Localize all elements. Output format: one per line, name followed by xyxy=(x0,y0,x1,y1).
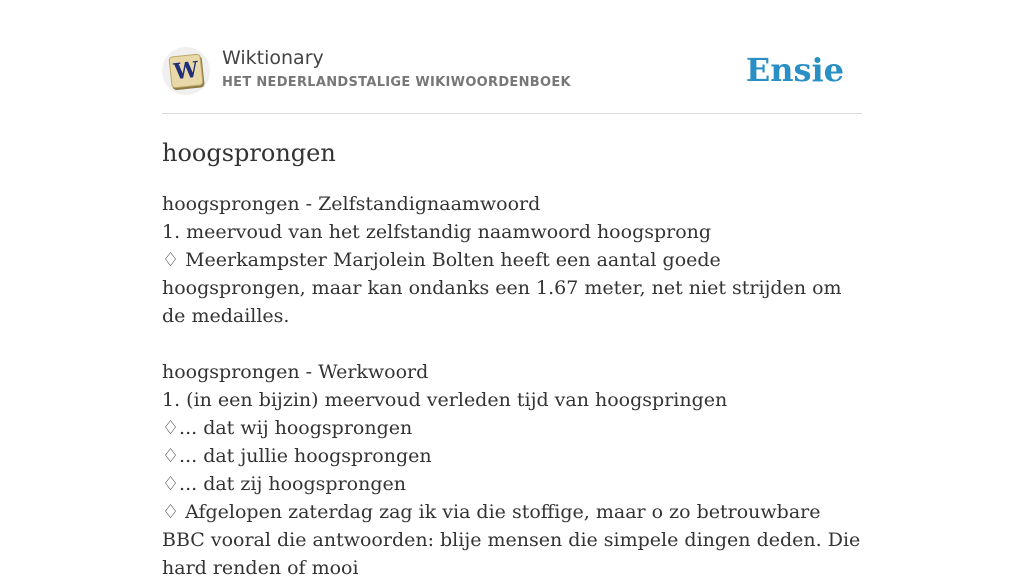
page-container xyxy=(162,0,862,579)
entry-heading: hoogsprongen - Zelfstandignaamwoord xyxy=(162,193,541,215)
entry-example: ♢... dat zij hoogsprongen xyxy=(162,473,406,495)
site-name[interactable]: Wiktionary xyxy=(222,47,324,69)
entry-spacer xyxy=(162,330,862,358)
entry-example: ♢... dat jullie hoogsprongen xyxy=(162,445,432,467)
entry-example: ♢ Meerkampster Marjolein Bolten heeft een aantal goede hoogsprongen, maar kan ondanks een 1.67 meter, net niet strijden om de medailles. xyxy=(162,249,842,327)
ensie-brand-logo[interactable]: Ensie xyxy=(745,51,844,89)
entry-heading: hoogsprongen - Werkwoord xyxy=(162,361,429,383)
entry-definition: 1. meervoud van het zelfstandig naamwoord hoogsprong xyxy=(162,221,712,243)
site-subtitle: HET NEDERLANDSTALIGE WIKIWOORDENBOEK xyxy=(222,75,571,90)
wiktionary-logo[interactable] xyxy=(162,47,210,95)
site-header xyxy=(162,0,862,114)
page-title: hoogsprongen xyxy=(162,139,336,167)
definition-content xyxy=(162,190,862,582)
entry-example: ♢ Afgelopen zaterdag zag ik via die stoffige, maar o zo betrouwbare BBC vooral die antwoorden: blije mensen die simpele dingen deden. Die hard renden of mooi xyxy=(162,501,861,579)
entry-definition: 1. (in een bijzin) meervoud verleden tijd van hoogspringen xyxy=(162,389,728,411)
entry-example: ♢... dat wij hoogsprongen xyxy=(162,417,413,439)
wiktionary-logo-tile: W xyxy=(168,53,203,88)
